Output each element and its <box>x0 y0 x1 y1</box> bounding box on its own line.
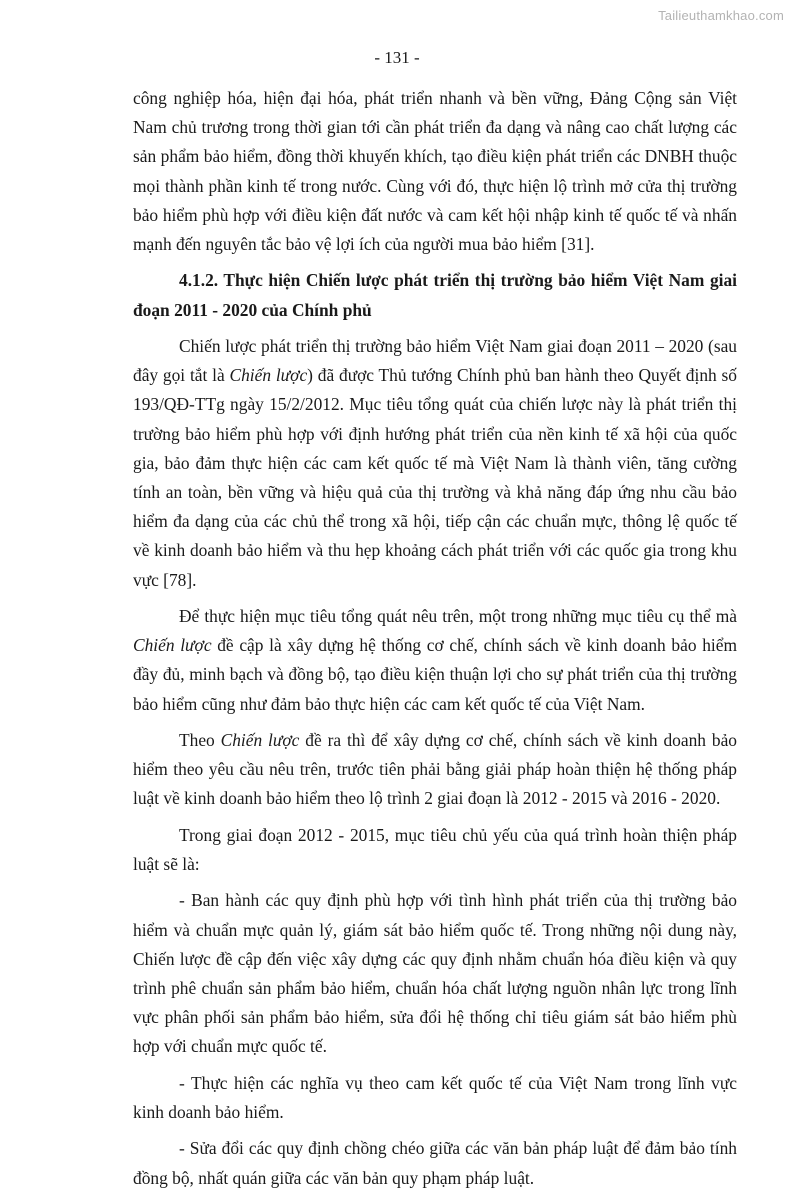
list-item-international-obligations: - Thực hiện các nghĩa vụ theo cam kết quốc tế của Việt Nam trong lĩnh vực kinh doanh bảo hiểm. <box>133 1072 737 1123</box>
page-number: - 131 - <box>374 48 420 67</box>
emphasis-strategy: Chiến lược <box>133 635 212 656</box>
emphasis-strategy: Chiến lược <box>229 365 308 386</box>
text-segment: Chiến lược phát triển thị trường bảo hiểm Việt Nam giai đoạn 2011 – 2020 (sau đây gọi tắt là <box>133 336 737 386</box>
paragraph-strategy-overview <box>133 332 737 595</box>
emphasis-strategy: Chiến lược <box>220 730 300 751</box>
text-segment: đề cập là xây dựng hệ thống cơ chế, chính sách về kinh doanh bảo hiểm đầy đủ, minh bạch và đồng bộ, tạo điều kiện thuận lợi cho sự phát triển của thị trường bảo hiểm cũng như đảm bảo thực hiện các cam kết quốc tế của Việt Nam. <box>133 635 737 714</box>
paragraph-legal-roadmap <box>133 726 737 814</box>
document-body <box>133 84 737 1200</box>
list-item-regulations: - Ban hành các quy định phù hợp với tình hình phát triển của thị trường bảo hiểm và chuẩn mực quản lý, giám sát bảo hiểm quốc tế. Trong những nội dung này, Chiến lược đề cập đến việc xây dựng các quy định nhằm chuẩn hóa điều kiện và quy trình phê chuẩn sản phẩm bảo hiểm, chuẩn hóa chất lượng nguồn nhân lực trong lĩnh vực phân phối sản phẩm bảo hiểm, sửa đổi hệ thống chỉ tiêu giám sát bảo hiểm phù hợp với chuẩn mực quốc tế. <box>133 890 737 1057</box>
section-heading: 4.1.2. Thực hiện Chiến lược phát triển thị trường bảo hiểm Việt Nam giai đoạn 2011 - 2020 của Chính phủ <box>133 270 737 320</box>
watermark: Tailieuthamkhao.com <box>658 8 784 23</box>
list-item-amend-overlaps: - Sửa đổi các quy định chồng chéo giữa các văn bản pháp luật để đảm bảo tính đồng bộ, nhất quán giữa các văn bản quy phạm pháp luật. <box>133 1138 737 1188</box>
text-segment: đề ra thì để xây dựng cơ chế, chính sách về kinh doanh bảo hiểm theo yêu cầu nêu trên, trước tiên phải bằng giải pháp hoàn thiện hệ thống pháp luật về kinh doanh bảo hiểm theo lộ trình 2 giai đoạn là 2012 - 2015 và 2016 - 2020. <box>133 730 737 809</box>
text-segment: Theo <box>179 730 221 751</box>
paragraph-specific-goal <box>133 602 737 719</box>
text-segment: ) đã được Thủ tướng Chính phủ ban hành theo Quyết định số 193/QĐ-TTg ngày 15/2/2012. Mục tiêu tổng quát của chiến lược này là phát triển thị trường bảo hiểm phù hợp với định hướng phát triển của nền kinh tế xã hội của quốc gia, bảo đảm thực hiện các cam kết quốc tế mà Việt Nam là thành viên, tăng cường tính an toàn, bền vững và hiệu quả của thị trường và khả năng đáp ứng nhu cầu bảo hiểm đa dạng của các chủ thể trong xã hội, tiếp cận các chuẩn mực, thông lệ quốc tế về kinh doanh bảo hiểm và thu hẹp khoảng cách phát triển với các quốc gia trong khu vực [78]. <box>133 365 737 590</box>
paragraph-continuation: công nghiệp hóa, hiện đại hóa, phát triển nhanh và bền vững, Đảng Cộng sản Việt Nam chủ trương trong thời gian tới cần phát triển đa dạng và nâng cao chất lượng các sản phẩm bảo hiểm, đồng thời khuyến khích, tạo điều kiện phát triển các DNBH thuộc mọi thành phần kinh tế trong nước. Cùng với đó, thực hiện lộ trình mở cửa thị trường bảo hiểm phù hợp với điều kiện đất nước và cam kết hội nhập kinh tế quốc tế và nhấn mạnh đến nguyên tắc bảo vệ lợi ích của người mua bảo hiểm [31]. <box>133 88 737 255</box>
paragraph-phase-intro: Trong giai đoạn 2012 - 2015, mục tiêu chủ yếu của quá trình hoàn thiện pháp luật sẽ là: <box>133 824 737 875</box>
text-segment: Để thực hiện mục tiêu tổng quát nêu trên, một trong những mục tiêu cụ thể mà <box>179 606 737 627</box>
